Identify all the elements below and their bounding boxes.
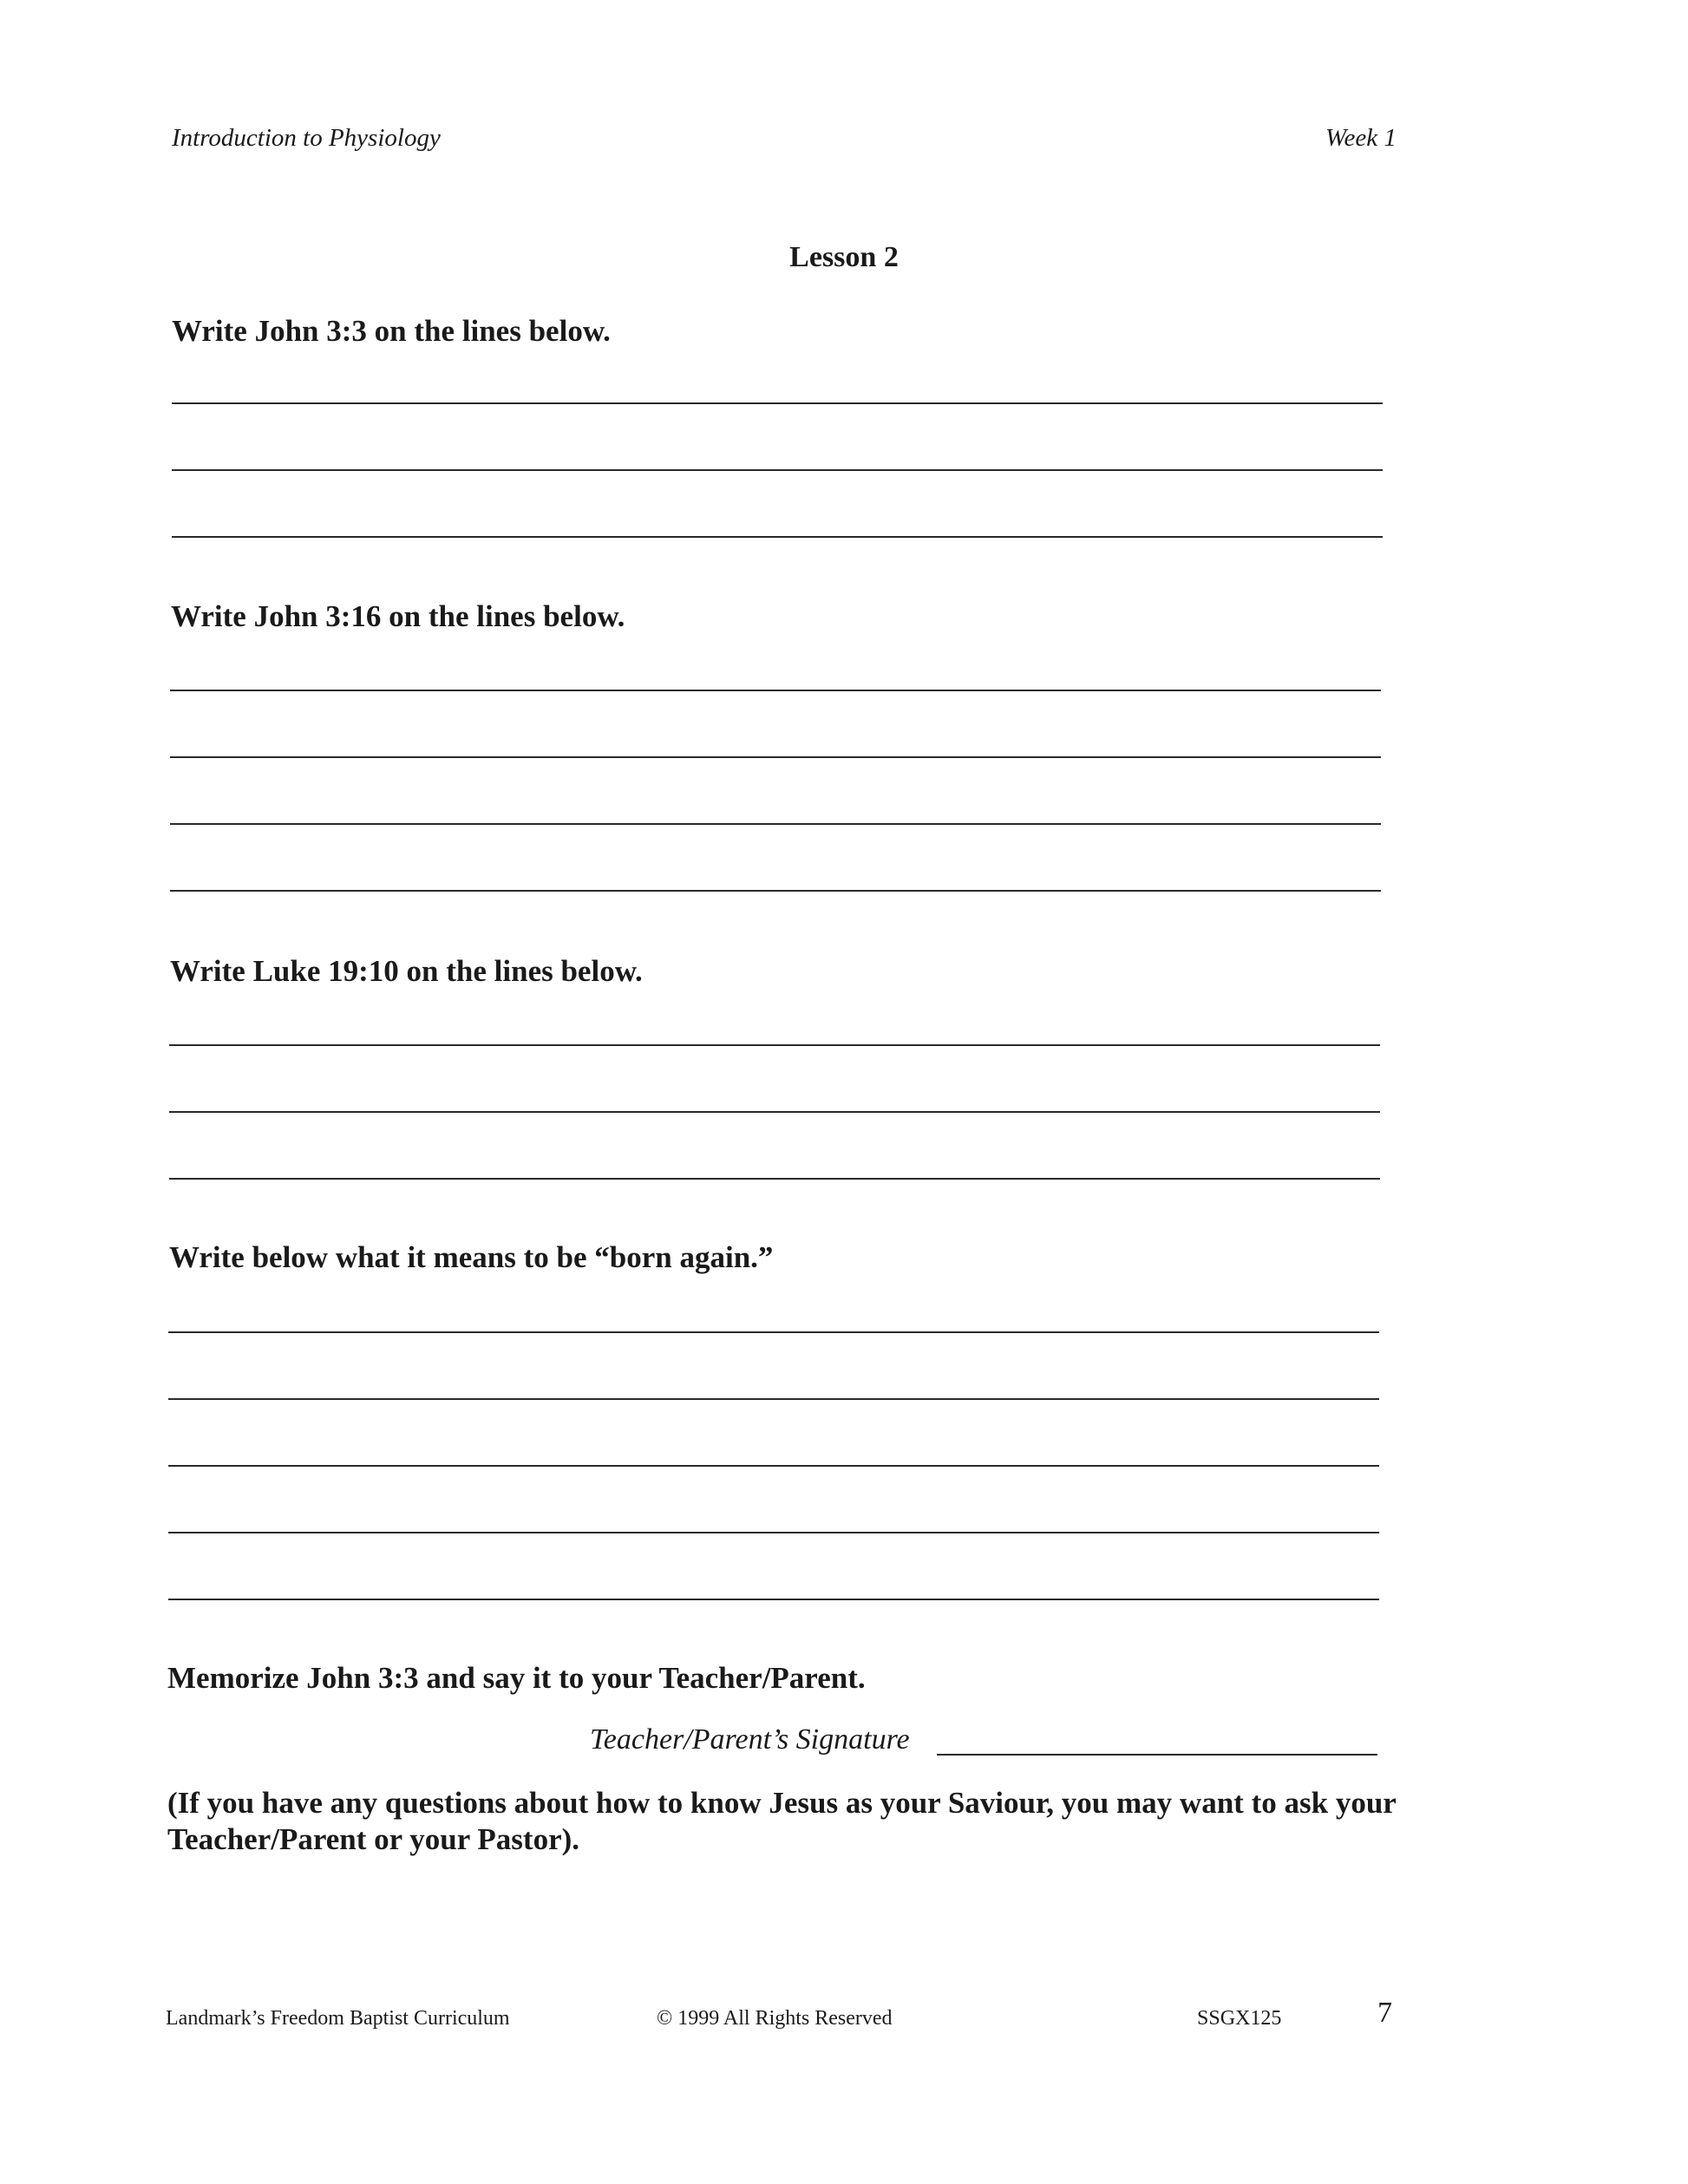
header-week: Week 1: [1325, 124, 1397, 152]
writing-line[interactable]: [172, 402, 1383, 404]
prompt-john-3-16: Write John 3:16 on the lines below.: [171, 599, 625, 633]
writing-line[interactable]: [168, 1465, 1379, 1467]
writing-line[interactable]: [168, 1331, 1379, 1333]
prompt-john-3-3: Write John 3:3 on the lines below.: [172, 314, 611, 348]
page-number: 7: [1377, 1997, 1392, 2029]
lesson-title: Lesson 2: [789, 241, 899, 273]
memorize-instruction: Memorize John 3:3 and say it to your Teacher/Parent.: [167, 1661, 866, 1695]
writing-line[interactable]: [170, 823, 1381, 825]
writing-line[interactable]: [169, 1178, 1380, 1180]
footer-copyright: © 1999 All Rights Reserved: [657, 2007, 893, 2030]
prompt-born-again: Write below what it means to be “born again.”: [169, 1240, 774, 1274]
footer-publisher: Landmark’s Freedom Baptist Curriculum: [166, 2007, 510, 2030]
signature-label: Teacher/Parent’s Signature: [590, 1723, 910, 1756]
writing-line[interactable]: [168, 1532, 1379, 1533]
writing-line[interactable]: [172, 536, 1383, 538]
prompt-luke-19-10: Write Luke 19:10 on the lines below.: [170, 954, 643, 988]
writing-line[interactable]: [170, 756, 1381, 758]
writing-line[interactable]: [169, 1111, 1380, 1113]
salvation-note: (If you have any questions about how to know Jesus as your Saviour, you may want to ask your Teacher/Parent or your Pastor).: [167, 1786, 1397, 1856]
header-course-title: Introduction to Physiology: [172, 124, 441, 152]
writing-line[interactable]: [168, 1599, 1379, 1600]
signature-line[interactable]: [937, 1754, 1377, 1756]
footer-product-code: SSGX125: [1197, 2007, 1282, 2030]
writing-line[interactable]: [169, 1044, 1380, 1046]
writing-line[interactable]: [168, 1398, 1379, 1400]
writing-line[interactable]: [170, 890, 1381, 892]
writing-line[interactable]: [172, 469, 1383, 471]
writing-line[interactable]: [170, 690, 1381, 691]
